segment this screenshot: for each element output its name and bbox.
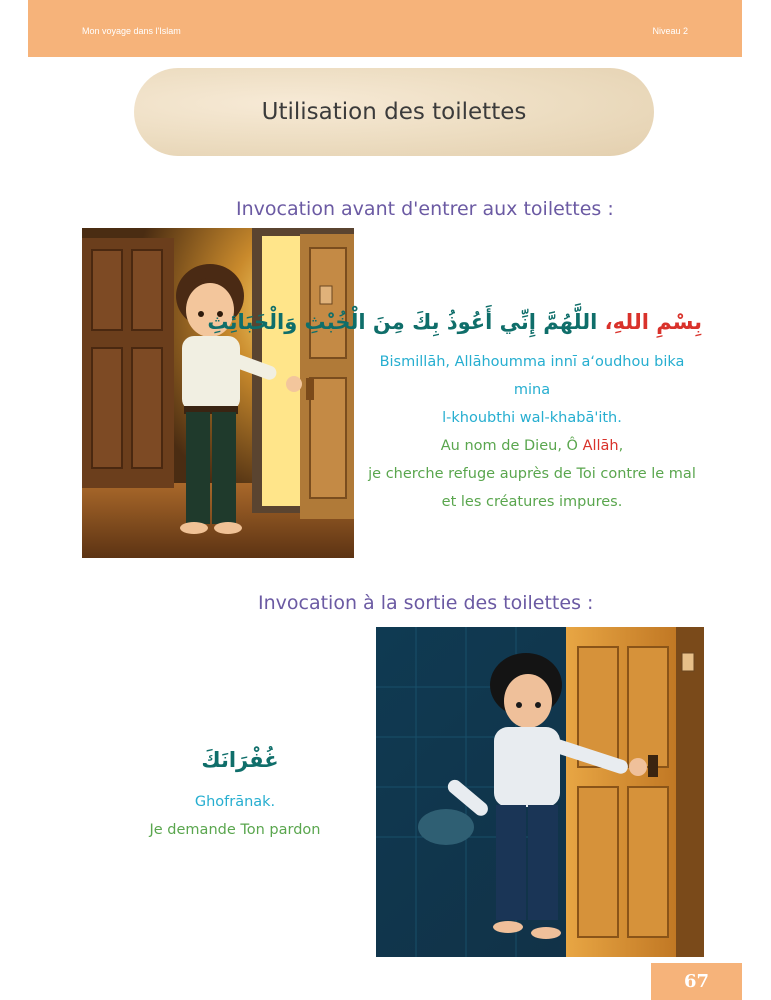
transliteration-exit: Ghofrānak. xyxy=(194,794,276,810)
book-title: Mon voyage dans l'Islam xyxy=(82,26,181,36)
page-header xyxy=(28,0,742,57)
dua-entry-text-block xyxy=(362,348,702,516)
arabic-dua-exit: غُفْرَانَكَ xyxy=(201,748,279,772)
dua-exit-text-block xyxy=(130,788,340,844)
translation-line-1-comma: , xyxy=(618,438,624,454)
section-heading-entry: Invocation avant d'entrer aux toilettes : xyxy=(236,198,614,220)
arabic-bismillah: بِسْمِ اللهِ، xyxy=(604,310,702,334)
page-title: Utilisation des toilettes xyxy=(261,99,527,125)
page-number: 67 xyxy=(651,963,742,1000)
translation-allah: Allāh xyxy=(582,438,619,454)
level-label: Niveau 2 xyxy=(652,26,688,36)
translation-line-1 xyxy=(362,432,702,460)
translation-line-3: et les créatures impures. xyxy=(441,494,623,510)
arabic-dua-entry-text: اللَّهُمَّ إِنِّي أَعُوذُ بِكَ مِنَ الْخُبْثِ وَالْخَبَائِثِ xyxy=(207,310,605,334)
transliteration-line-2: l-khoubthi wal-khabā'ith. xyxy=(442,410,622,426)
illustration-boy-entering-door xyxy=(82,228,354,558)
transliteration-line-1: Bismillāh, Allāhoumma innī a‘oudhou bika mina xyxy=(379,354,685,398)
translation-line-1-start: Au nom de Dieu, Ô xyxy=(440,438,583,454)
translation-exit: Je demande Ton pardon xyxy=(149,822,321,838)
translation-line-2: je cherche refuge auprès de Toi contre le mal xyxy=(368,466,696,482)
illustration-boy-exiting-door xyxy=(376,627,704,957)
title-banner xyxy=(134,68,654,156)
section-heading-exit: Invocation à la sortie des toilettes : xyxy=(258,592,594,614)
arabic-dua-entry xyxy=(207,310,702,334)
